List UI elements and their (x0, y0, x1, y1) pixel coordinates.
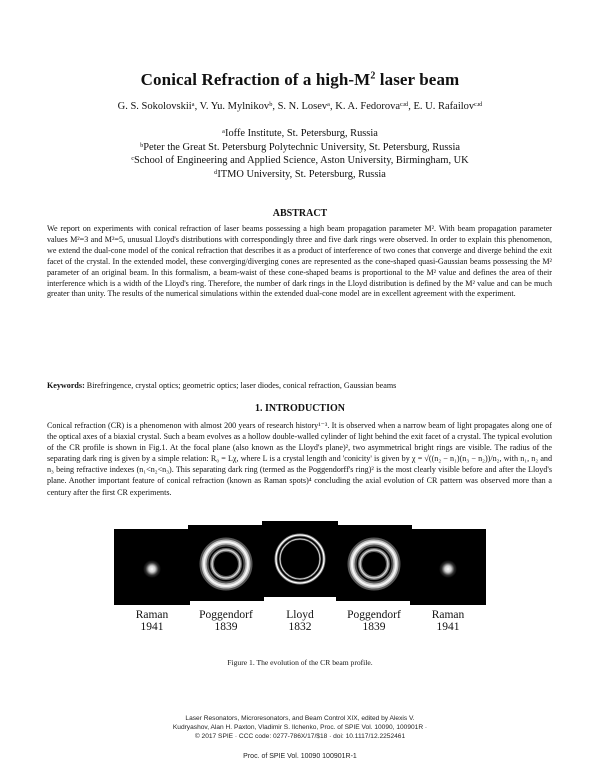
section-heading-introduction: 1. INTRODUCTION (254, 403, 345, 414)
figure-cr-evolution (114, 525, 486, 643)
affiliation-a: ᵃIoffe Institute, St. Petersburg, Russia (222, 128, 378, 139)
introduction-text: Conical refraction (CR) is a phenomenon with almost 200 years of research history¹⁻³. It is observed when a narrow beam of light propagates along one of the optical axes of a biaxial crystal. Such a beam evolves as a hollow double-walled cylinder of light behind the exit facet of a crystal. The typical evolution of the CR profile is shown in Fig.1. At the focal plane (also known as the Lloyd's plane)², two asymmetrical bright rings are visible. The radius of the separating dark ring is given by a simple relation: R₀ = Lχ, where L is a crystal length and 'conicity' is given by χ = √((n₂ − n₁)(n₃ − n₂))/n₂, with n₁, n₂ and n₃ being refractive indexes (n₁<n₂<n₃). This separating dark ring (termed as the Poggendorff's ring)² is the most clearly visible before and after the Lloyd's plane. Another important feature of conical refraction (known as Raman spots)⁴ concluding the axial evolution of CR pattern was observed more than a century after the first CR experiments. (47, 421, 552, 497)
figure-panel-poggendorf-left (188, 525, 264, 601)
figure-panel-raman-right (410, 529, 486, 605)
affiliation-list (0, 127, 600, 181)
footer-line: © 2017 SPIE · CCC code: 0277-786X/17/$18 · doi: 10.1117/12.2252461 (194, 733, 406, 740)
affiliation-b: ᵇPeter the Great St. Petersburg Polytechnic University, St. Petersburg, Russia (140, 141, 460, 153)
figure-label-poggendorf-left: Poggendorf 1839 (199, 609, 253, 633)
figure-label-raman-left: Raman 1941 (135, 609, 169, 633)
footer-line: Kudryashov, Alan H. Paxton, Vladimir S. Ilchenko, Proc. of SPIE Vol. 10090, 100901R · (172, 724, 428, 731)
keywords-line (47, 381, 552, 392)
publication-footer (0, 714, 600, 741)
affiliation-c: ᶜSchool of Engineering and Applied Science, Aston University, Birmingham, UK (131, 155, 469, 166)
figure-label-poggendorf-right: Poggendorf 1839 (347, 609, 401, 633)
figure-caption: Figure 1. The evolution of the CR beam profile. (227, 658, 373, 667)
paper-title: Conical Refraction of a high-$M^2$ laser beam (140, 70, 460, 89)
page-number: Proc. of SPIE Vol. 10090 100901R-1 (243, 753, 357, 760)
affiliation-d: ᵈITMO University, St. Petersburg, Russia (214, 168, 386, 180)
figure-label-raman-right: Raman 1941 (431, 609, 465, 633)
abstract-text: We report on experiments with conical refraction of laser beams possessing a high beam propagation parameter M². With beam propagation parameter values M²=3 and M²=5, unusual Lloyd's distributions with correspondingly three and five dark rings were observed. In order to explain this phenomenon, we extend the dual-cone model of the conical refraction that describes it as a product of interference of two cones that converge and diverge behind the exit facet of the crystal. In the extended model, these converging/diverging cones are represented as the cone-shaped quasi-Gaussian beams possessing the M² parameter of an original beam. In this formalism, a beam-waist of these cone-shaped beams is proportional to the M² value and defines the area of their interference which is a width of the Lloyd's ring. Therefore, the number of dark rings in the Lloyd distribution is defined by the M² value and can be much greater than unity. The results of the numerical simulations within the extended dual-cone model are in excellent agreement with the experiment. (47, 224, 552, 299)
figure-panel-raman-left (114, 529, 190, 605)
author-list: G. S. Sokolovskiiᵃ, V. Yu. Mylnikovᵇ, S. N. Losevᵃ, K. A. Fedorovaᶜʴᵈ, E. U. Rafailovᶜʴᵈ (117, 101, 483, 112)
abstract-heading: ABSTRACT (272, 208, 328, 219)
figure-panel-poggendorf-right (336, 525, 412, 601)
footer-line: Laser Resonators, Microresonators, and Beam Control XIX, edited by Alexis V. (185, 715, 415, 722)
keywords-label: Keywords: (47, 381, 85, 390)
figure-label-lloyd: Lloyd 1832 (286, 609, 314, 633)
keywords-text: Birefringence, crystal optics; geometric optics; laser diodes, conical refraction, Gaussian beams (84, 381, 397, 390)
figure-panel-lloyd (262, 521, 338, 597)
